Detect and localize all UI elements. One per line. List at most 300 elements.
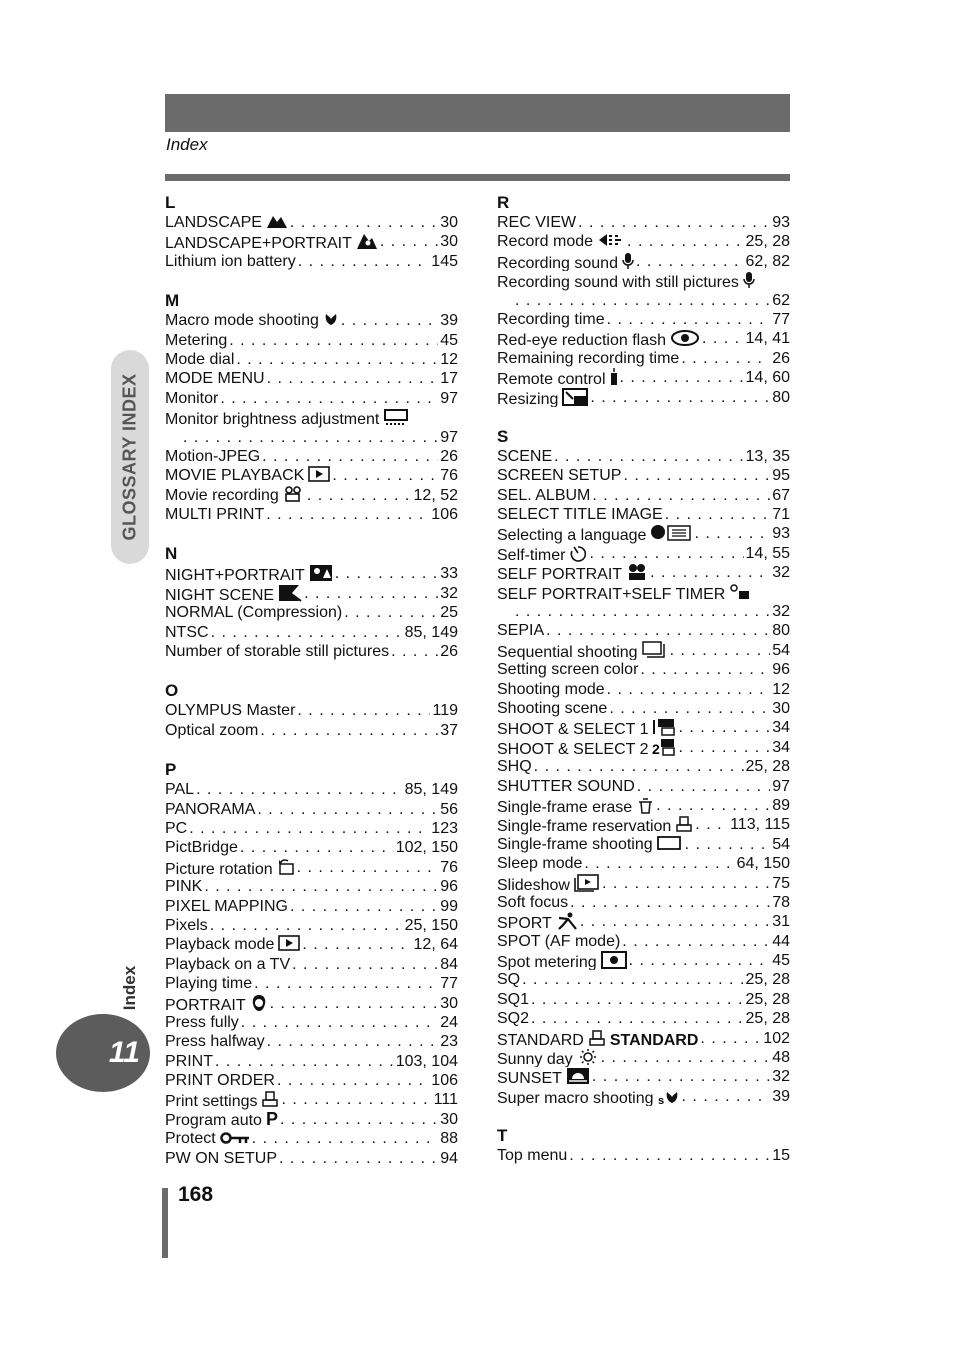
dot-leader xyxy=(292,955,438,974)
dot-leader xyxy=(267,369,439,388)
entry-pages: 102 xyxy=(763,1029,790,1047)
index-entry-playing-time xyxy=(165,974,458,993)
entry-pages: 48 xyxy=(772,1049,790,1067)
entry-term: MULTI PRINT xyxy=(165,506,265,524)
index-entry-shoot-select-1 xyxy=(497,718,790,737)
index-entry-single-frame-erase xyxy=(497,796,790,815)
entry-pages: 23 xyxy=(440,1033,458,1051)
entry-pages: 26 xyxy=(440,447,458,465)
night-scene-icon xyxy=(278,584,302,603)
entry-pages: 39 xyxy=(772,1087,790,1105)
dot-leader xyxy=(307,486,412,505)
entry-term: Movie recording xyxy=(165,486,279,504)
side-tab-label: GLOSSARY INDEX xyxy=(119,373,140,541)
entry-pages: 76 xyxy=(440,858,458,876)
dot-leader xyxy=(189,819,429,838)
entry-pages: 106 xyxy=(431,506,458,524)
index-entry-metering xyxy=(165,331,458,350)
entry-pages: 12, 64 xyxy=(413,936,458,954)
dot-leader xyxy=(592,486,770,505)
entry-term: REC VIEW xyxy=(497,214,577,231)
index-entry-sunny-day xyxy=(497,1048,790,1067)
entry-pages: 39 xyxy=(440,312,458,330)
dot-leader xyxy=(554,447,743,466)
entry-term: SHOOT & SELECT 1 xyxy=(497,721,649,738)
play-icon xyxy=(308,466,330,485)
entry-pages: 15 xyxy=(772,1147,790,1165)
dot-leader xyxy=(623,466,770,485)
index-entry-pw-on-setup xyxy=(165,1149,458,1168)
index-entry-record-mode xyxy=(497,232,790,251)
index-section-p xyxy=(165,759,458,1168)
entry-pages: 145 xyxy=(431,252,458,270)
entry-term: NIGHT+PORTRAIT xyxy=(165,567,305,584)
dot-leader xyxy=(241,1013,438,1032)
play-icon xyxy=(278,935,300,954)
entry-pages: 32 xyxy=(772,564,790,582)
entry-pages: 32 xyxy=(772,603,790,621)
dot-leader xyxy=(590,388,770,407)
dot-leader xyxy=(627,232,743,251)
index-entry-lithium-ion-battery xyxy=(165,252,458,271)
index-entry-movie-recording xyxy=(165,486,458,505)
index-entry-monitor-brightness-adjustment xyxy=(165,408,458,427)
entry-pages: 17 xyxy=(440,370,458,388)
index-entry-playback-mode xyxy=(165,935,458,954)
sun-icon xyxy=(577,1048,599,1067)
index-entry-pictbridge xyxy=(165,838,458,857)
dot-leader xyxy=(183,428,438,447)
dot-leader xyxy=(229,331,438,350)
entry-pages: 76 xyxy=(440,467,458,485)
sequential-icon xyxy=(642,641,668,660)
entry-pages: 85, 149 xyxy=(404,623,458,641)
index-entry-playback-on-a-tv xyxy=(165,955,458,974)
dot-leader xyxy=(637,777,770,796)
index-entry-normal-compression xyxy=(165,603,458,622)
entry-term: STANDARD xyxy=(497,1031,584,1049)
dot-leader xyxy=(678,718,770,737)
index-entry-continuation xyxy=(497,602,790,621)
entry-term: PANORAMA xyxy=(165,800,256,818)
index-entry-scene xyxy=(497,447,790,466)
index-entry-macro-mode-shooting xyxy=(165,311,458,330)
entry-pages: 75 xyxy=(772,874,790,892)
dot-leader xyxy=(266,505,429,524)
index-entry-pixels xyxy=(165,916,458,935)
dot-leader xyxy=(584,854,734,873)
entry-pages: 32 xyxy=(440,584,458,602)
entry-pages: 34 xyxy=(772,738,790,756)
dot-leader xyxy=(702,329,744,348)
entry-term: SPOT (AF mode) xyxy=(497,932,621,950)
dot-leader xyxy=(534,757,744,776)
index-entry-picture-rotation xyxy=(165,858,458,877)
entry-term: Lithium ion battery xyxy=(165,252,296,270)
index-entry-sepia xyxy=(497,621,790,640)
program-auto-icon: P xyxy=(265,1109,278,1129)
entry-term: Self-timer xyxy=(497,546,566,564)
dot-leader xyxy=(620,368,744,387)
index-section-r xyxy=(497,192,790,407)
index-entry-motion-jpeg xyxy=(165,447,458,466)
entry-term: Print settings xyxy=(165,1093,258,1110)
entry-pages: 99 xyxy=(440,897,458,915)
index-entry-press-fully xyxy=(165,1013,458,1032)
index-entry-sleep-mode xyxy=(497,854,790,873)
dot-leader xyxy=(215,1052,394,1071)
movie-camera-icon xyxy=(283,486,305,505)
index-entry-soft-focus xyxy=(497,893,790,912)
entry-term: NTSC xyxy=(165,623,209,641)
entry-pages: 62 xyxy=(772,291,790,309)
entry-term: Single-frame reservation xyxy=(497,818,672,835)
entry-term: Playback mode xyxy=(165,936,275,954)
entry-pages: 85, 149 xyxy=(404,781,458,799)
entry-term: Red-eye reduction flash xyxy=(497,332,666,349)
index-entry-self-portrait-self-timer xyxy=(497,583,790,602)
self-portrait-icon xyxy=(626,563,648,582)
entry-pages: 64, 150 xyxy=(736,855,790,873)
index-entry-olympus-master xyxy=(165,701,458,720)
entry-term: Pixels xyxy=(165,916,208,934)
entry-pages: 77 xyxy=(440,975,458,993)
entry-pages: 14, 55 xyxy=(745,544,790,562)
resize-icon xyxy=(562,388,588,407)
entry-pages: 13, 35 xyxy=(745,447,790,465)
dot-leader xyxy=(656,796,770,815)
print-icon xyxy=(588,1029,606,1048)
page-number-bar xyxy=(162,1188,168,1258)
entry-pages: 25, 28 xyxy=(745,758,790,776)
entry-pages: 31 xyxy=(772,913,790,931)
dot-leader xyxy=(279,1149,438,1168)
chapter-label-text: Index xyxy=(120,965,139,1011)
entry-term: Recording time xyxy=(497,310,605,328)
entry-pages: 84 xyxy=(440,955,458,973)
index-entry-recording-sound-with-still-pictures xyxy=(497,271,790,290)
entry-pages: 111 xyxy=(433,1091,458,1109)
entry-term: Sunny day xyxy=(497,1051,573,1068)
index-entry-standard xyxy=(497,1029,790,1048)
index-entry-pal xyxy=(165,780,458,799)
dot-leader xyxy=(252,1129,439,1148)
index-entry-mode-menu xyxy=(165,369,458,388)
section-letter: O xyxy=(165,681,179,701)
microphone-icon xyxy=(743,271,755,290)
index-entry-multi-print xyxy=(165,505,458,524)
dot-leader xyxy=(695,815,728,834)
entry-pages: 14, 60 xyxy=(745,369,790,387)
record-mode-icon xyxy=(597,232,625,251)
dot-leader xyxy=(515,291,770,310)
dot-leader xyxy=(270,994,439,1013)
index-entry-sq1 xyxy=(497,990,790,1009)
slideshow-icon xyxy=(574,874,600,893)
index-entry-self-timer xyxy=(497,544,790,563)
entry-term: SELECT TITLE IMAGE xyxy=(497,506,663,524)
entry-term: Playing time xyxy=(165,975,253,993)
dot-leader xyxy=(569,1146,770,1165)
entry-pages: 30 xyxy=(440,214,458,231)
entry-term: Motion-JPEG xyxy=(165,447,261,465)
index-entry-sq2 xyxy=(497,1009,790,1028)
entry-pages: 12, 52 xyxy=(413,486,458,504)
index-entry-pc xyxy=(165,819,458,838)
entry-term: SCREEN SETUP xyxy=(497,467,622,485)
entry-term: SHOOT & SELECT 2 xyxy=(497,740,649,758)
entry-term: PORTRAIT xyxy=(165,996,246,1013)
entry-term: Picture rotation xyxy=(165,860,273,878)
entry-pages: 119 xyxy=(432,702,458,720)
entry-term: Monitor xyxy=(165,389,219,407)
dot-leader xyxy=(220,389,438,408)
index-entry-pink xyxy=(165,877,458,896)
index-entry-sel-album xyxy=(497,486,790,505)
dot-leader xyxy=(196,780,403,799)
page-number: 168 xyxy=(178,1183,214,1206)
entry-pages: 25, 28 xyxy=(745,233,790,251)
entry-pages: 30 xyxy=(440,1110,458,1128)
entry-term: Monitor brightness adjustment xyxy=(165,411,380,428)
index-entry-sequential-shooting xyxy=(497,641,790,660)
entry-term: PC xyxy=(165,819,188,837)
super-macro-icon xyxy=(658,1087,680,1106)
night-portrait-icon xyxy=(309,564,333,583)
index-entry-night-scene xyxy=(165,584,458,603)
entry-term: Resizing xyxy=(497,390,559,407)
entry-pages: 45 xyxy=(772,952,790,970)
dot-leader xyxy=(578,213,770,232)
index-section-s xyxy=(497,426,790,1106)
index-entry-continuation xyxy=(165,428,458,447)
entry-pages: 80 xyxy=(772,622,790,640)
entry-term: Selecting a language xyxy=(497,527,647,544)
entry-term: Macro mode shooting xyxy=(165,312,319,330)
entry-term: MODE MENU xyxy=(165,370,265,388)
print-icon xyxy=(261,1090,279,1109)
section-letter: L xyxy=(165,193,176,212)
dot-leader xyxy=(297,858,439,877)
dot-leader xyxy=(210,916,403,935)
svg-text:2: 2 xyxy=(652,740,661,756)
entry-term: PINK xyxy=(165,878,203,896)
entry-pages: 37 xyxy=(440,721,458,739)
index-entry-shq xyxy=(497,757,790,776)
index-entry-resizing xyxy=(497,388,790,407)
index-entry-optical-zoom xyxy=(165,721,458,740)
entry-term: NIGHT SCENE xyxy=(165,586,275,604)
entry-term: PW ON SETUP xyxy=(165,1149,278,1167)
eye-icon xyxy=(670,329,700,348)
entry-term: Number of storable still pictures xyxy=(165,643,390,661)
entry-term: SHUTTER SOUND xyxy=(497,777,635,795)
entry-pages: 25, 28 xyxy=(745,990,790,1008)
index-section-o xyxy=(165,680,458,740)
entry-term: Remaining recording time xyxy=(497,349,680,367)
entry-pages: 25, 150 xyxy=(404,916,458,934)
dot-leader xyxy=(622,932,770,951)
print-icon xyxy=(675,815,693,834)
dot-leader xyxy=(277,1071,429,1090)
entry-term: PRINT ORDER xyxy=(165,1072,275,1090)
index-entry-portrait xyxy=(165,994,458,1013)
section-letter: S xyxy=(497,426,509,446)
shoot-select-2-icon xyxy=(652,738,676,757)
index-section-t xyxy=(497,1125,790,1165)
dot-leader xyxy=(280,1110,438,1129)
dot-leader xyxy=(267,1032,439,1051)
index-entry-movie-playback xyxy=(165,466,458,485)
dot-leader xyxy=(650,563,770,582)
entry-term: SQ xyxy=(497,971,521,989)
entry-term: Remote control xyxy=(497,371,606,388)
entry-term: SPORT xyxy=(497,915,552,932)
self-portrait-timer-icon xyxy=(729,583,751,602)
entry-term: LANDSCAPE+PORTRAIT xyxy=(165,235,352,252)
section-letter: T xyxy=(497,1126,508,1146)
entry-pages: 94 xyxy=(440,1149,458,1167)
entry-pages: 71 xyxy=(772,506,790,524)
shoot-select-1-icon xyxy=(652,718,676,737)
entry-pages: 54 xyxy=(772,641,790,659)
index-entry-panorama xyxy=(165,800,458,819)
entry-pages: 80 xyxy=(772,388,790,406)
index-entry-continuation xyxy=(497,291,790,310)
index-entry-red-eye-reduction-flash xyxy=(497,329,790,348)
dot-leader xyxy=(681,349,770,368)
dot-leader xyxy=(302,935,411,954)
entry-term: LANDSCAPE xyxy=(165,214,262,231)
entry-term: NORMAL (Compression) xyxy=(165,604,343,622)
index-entry-self-portrait xyxy=(497,563,790,582)
entry-term: Recording sound with still pictures xyxy=(497,274,739,291)
entry-pages: 25, 28 xyxy=(745,971,790,989)
index-entry-sunset xyxy=(497,1067,790,1086)
entry-pages: 102, 150 xyxy=(395,839,458,857)
entry-term-suffix: STANDARD xyxy=(609,1031,699,1049)
dot-leader xyxy=(629,951,771,970)
svg-text:s: s xyxy=(657,1094,664,1105)
entry-term: PictBridge xyxy=(165,839,238,857)
entry-term: PIXEL MAPPING xyxy=(165,897,288,915)
dot-leader xyxy=(211,623,403,642)
entry-term: MOVIE PLAYBACK xyxy=(165,467,305,485)
entry-pages: 12 xyxy=(440,350,458,368)
key-icon xyxy=(220,1131,250,1148)
dot-leader xyxy=(391,642,438,661)
entry-term: Protect xyxy=(165,1130,216,1148)
header-label: Index xyxy=(166,135,208,154)
dot-leader xyxy=(531,990,744,1009)
entry-term: SHQ xyxy=(497,758,532,776)
entry-term: Metering xyxy=(165,331,228,349)
remote-icon xyxy=(610,368,618,387)
entry-pages: 103, 104 xyxy=(395,1052,458,1070)
entry-term: Press fully xyxy=(165,1013,239,1031)
sport-icon xyxy=(556,912,578,931)
index-entry-sq xyxy=(497,970,790,989)
monitor-brightness-icon xyxy=(383,408,409,427)
entry-term: SELF PORTRAIT+SELF TIMER xyxy=(497,585,726,603)
entry-term: SELF PORTRAIT xyxy=(497,566,623,583)
entry-pages: 56 xyxy=(440,800,458,818)
index-entry-remaining-recording-time xyxy=(497,349,790,368)
dot-leader xyxy=(257,800,438,819)
entry-pages: 30 xyxy=(772,699,790,717)
entry-term: Slideshow xyxy=(497,876,570,893)
entry-term: Optical zoom xyxy=(165,721,259,739)
entry-pages: 25, 28 xyxy=(745,1010,790,1028)
index-column-left xyxy=(165,192,458,1187)
dot-leader xyxy=(240,838,394,857)
index-entry-pixel-mapping xyxy=(165,897,458,916)
entry-pages: 97 xyxy=(440,428,458,446)
entry-term: Single-frame shooting xyxy=(497,835,653,853)
dot-leader xyxy=(335,564,438,583)
microphone-icon xyxy=(622,252,634,271)
landscape-icon xyxy=(266,213,288,232)
entry-pages: 26 xyxy=(772,349,790,367)
single-frame-icon xyxy=(657,835,683,854)
entry-term: Top menu xyxy=(497,1147,568,1165)
chapter-badge xyxy=(56,1014,150,1092)
entry-pages: 32 xyxy=(772,1068,790,1086)
index-entry-remote-control xyxy=(497,368,790,387)
entry-pages: 67 xyxy=(772,486,790,504)
entry-term: Sleep mode xyxy=(497,855,583,873)
index-entry-single-frame-reservation xyxy=(497,815,790,834)
section-letter: R xyxy=(497,193,510,212)
rotate-icon xyxy=(277,858,295,877)
dot-leader xyxy=(580,912,770,931)
dot-leader xyxy=(281,1090,431,1109)
index-entry-landscape xyxy=(165,213,458,232)
language-icon xyxy=(650,524,692,543)
entry-pages: 30 xyxy=(440,233,458,251)
entry-term: SEL. ALBUM xyxy=(497,486,591,504)
index-entry-spot-af-mode xyxy=(497,932,790,951)
entry-pages: 113, 115 xyxy=(730,816,790,834)
dot-leader xyxy=(298,252,430,271)
index-entry-shutter-sound xyxy=(497,777,790,796)
entry-term: SEPIA xyxy=(497,622,545,640)
index-entry-press-halfway xyxy=(165,1032,458,1051)
chapter-label xyxy=(118,960,142,1016)
entry-pages: 106 xyxy=(431,1072,458,1090)
index-entry-print xyxy=(165,1052,458,1071)
dot-leader xyxy=(297,701,430,720)
entry-pages: 96 xyxy=(772,661,790,679)
chapter-number: 11 xyxy=(108,1036,140,1069)
entry-pages: 88 xyxy=(440,1130,458,1148)
entry-pages: 96 xyxy=(440,878,458,896)
entry-term: Press halfway xyxy=(165,1033,265,1051)
entry-term: Mode dial xyxy=(165,350,235,368)
index-entry-slideshow xyxy=(497,874,790,893)
header-rule xyxy=(165,174,790,181)
dot-leader xyxy=(636,252,744,271)
entry-term: PAL xyxy=(165,781,195,799)
entry-pages: 24 xyxy=(440,1013,458,1031)
landscape-portrait-icon xyxy=(356,232,378,251)
index-entry-ntsc xyxy=(165,623,458,642)
dot-leader xyxy=(609,699,770,718)
dot-leader xyxy=(254,974,438,993)
index-entry-top-menu xyxy=(497,1146,790,1165)
index-section-n xyxy=(165,543,458,661)
index-column-right xyxy=(497,192,790,1185)
